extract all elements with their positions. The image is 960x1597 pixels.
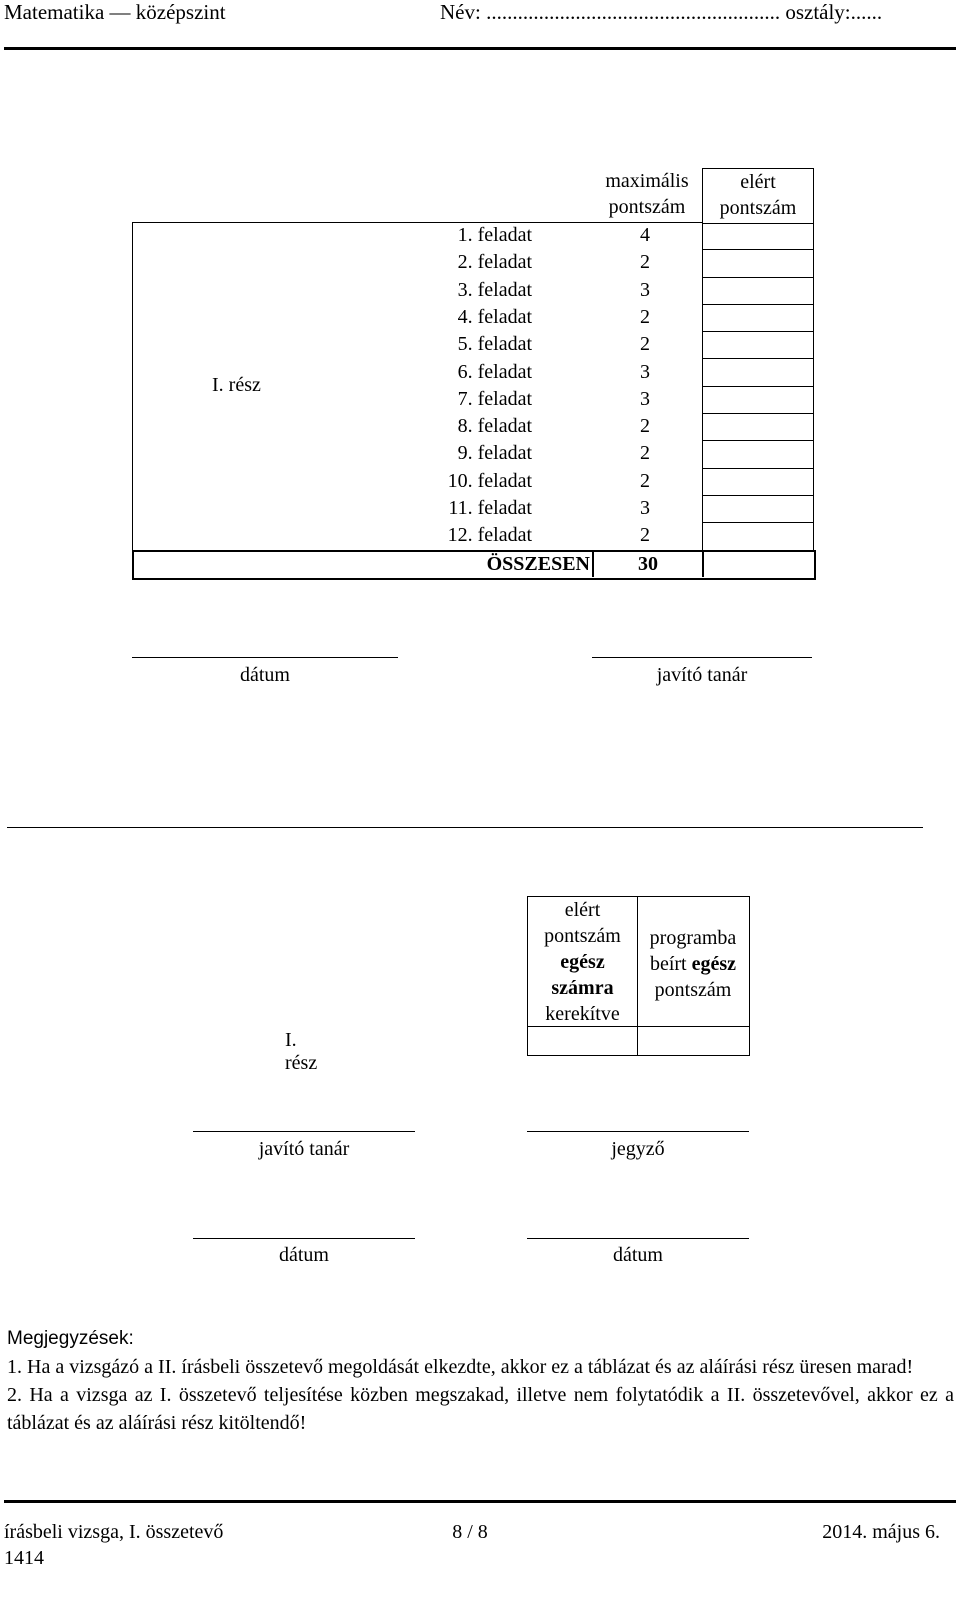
header-subject: Matematika — középszint bbox=[4, 0, 226, 24]
date-line-2 bbox=[193, 1238, 415, 1239]
clerk-line bbox=[527, 1131, 749, 1132]
task-max-score: 2 bbox=[640, 251, 650, 274]
teacher-line-1 bbox=[592, 657, 812, 658]
date-line-1 bbox=[132, 657, 398, 658]
task-max-score: 2 bbox=[640, 333, 650, 356]
task-max-score: 2 bbox=[640, 305, 650, 328]
task-label: 10. feladat bbox=[447, 469, 532, 492]
task-max-score: 4 bbox=[640, 224, 650, 246]
teacher-line-2 bbox=[193, 1131, 415, 1132]
page-number: 8 / 8 bbox=[452, 1521, 488, 1543]
footer-rule bbox=[4, 1500, 956, 1503]
total-label: ÖSSZESEN bbox=[486, 552, 590, 575]
task-max-score: 3 bbox=[640, 278, 650, 301]
clerk-label: jegyző bbox=[611, 1138, 665, 1160]
date-label-2: dátum bbox=[279, 1244, 329, 1266]
score-table-1 bbox=[132, 168, 814, 580]
date-label-1: dátum bbox=[240, 664, 290, 686]
task-got-score-cell[interactable] bbox=[702, 249, 814, 277]
task-got-score-cell[interactable] bbox=[702, 222, 814, 250]
task-label: 8. feladat bbox=[457, 415, 532, 438]
task-got-score-cell[interactable] bbox=[702, 331, 814, 359]
task-max-score: 3 bbox=[640, 360, 650, 383]
rounded-score-text-c: kerekítve bbox=[545, 1003, 620, 1025]
total-got-score-cell[interactable] bbox=[702, 551, 812, 577]
date-label-3: dátum bbox=[613, 1244, 663, 1266]
rounded-score-text-a: elért pontszám bbox=[544, 899, 621, 947]
task-got-score-cell[interactable] bbox=[702, 522, 814, 550]
task-got-score-cell[interactable] bbox=[702, 359, 814, 387]
task-label: 5. feladat bbox=[457, 333, 532, 356]
section2-label: I. rész bbox=[285, 1029, 318, 1074]
col-max-header: maximális pontszám bbox=[605, 170, 689, 218]
section-separator bbox=[7, 827, 923, 828]
task-label: 7. feladat bbox=[457, 387, 532, 410]
teacher-label-1: javító tanár bbox=[656, 664, 748, 686]
task-label: 12. feladat bbox=[447, 524, 532, 547]
task-got-score-cell[interactable] bbox=[702, 386, 814, 414]
note-2: 2. Ha a vizsga az I. összetevő teljesítése közben megszakad, illetve nem folytatódik a II. összetevővel, akkor ez a táblázat és az aláírási rész kitöltendő! bbox=[7, 1384, 954, 1434]
task-max-score: 2 bbox=[640, 524, 650, 547]
header-name-class: Név: ........................................................ osztály:...... bbox=[440, 0, 883, 24]
task-label: 6. feladat bbox=[457, 360, 532, 383]
task-label: 2. feladat bbox=[457, 251, 532, 274]
rounded-score-cell bbox=[527, 896, 638, 1056]
total-max-score: 30 bbox=[592, 551, 702, 577]
task-max-score: 2 bbox=[640, 415, 650, 438]
task-got-score-cell[interactable] bbox=[702, 440, 814, 468]
teacher-label-2: javító tanár bbox=[258, 1138, 350, 1160]
task-label: 4. feladat bbox=[457, 305, 532, 328]
task-got-score-cell[interactable] bbox=[702, 495, 814, 523]
task-max-score: 2 bbox=[640, 469, 650, 492]
date-line-3 bbox=[527, 1238, 749, 1239]
task-got-score-cell[interactable] bbox=[702, 277, 814, 305]
task-label: 1. feladat bbox=[457, 224, 532, 246]
header-rule bbox=[4, 47, 956, 50]
task-max-score: 3 bbox=[640, 497, 650, 519]
task-max-score: 2 bbox=[640, 442, 650, 465]
note-1: 1. Ha a vizsgázó a II. írásbeli összetevő megoldását elkezdte, akkor ez a táblázat és az aláírási rész üresen marad! bbox=[7, 1356, 914, 1378]
task-label: 3. feladat bbox=[457, 278, 532, 301]
table2-inner-rule bbox=[527, 1026, 749, 1027]
section-label: I. rész bbox=[212, 374, 261, 396]
col-got-header: elért pontszám bbox=[702, 168, 814, 224]
footer-code: 1414 bbox=[4, 1547, 44, 1569]
task-got-score-cell[interactable] bbox=[702, 468, 814, 496]
task-label: 11. feladat bbox=[448, 497, 532, 519]
task-got-score-cell[interactable] bbox=[702, 413, 814, 441]
notes-title: Megjegyzések: bbox=[7, 1328, 134, 1349]
task-label: 9. feladat bbox=[457, 442, 532, 465]
program-score-text-a: programba beírt bbox=[649, 927, 737, 975]
program-score-text-c: pontszám bbox=[654, 979, 732, 1001]
program-score-text-b: egész bbox=[691, 953, 737, 975]
footer-date: 2014. május 6. bbox=[822, 1521, 940, 1543]
notes-section bbox=[7, 1325, 954, 1437]
task-got-score-cell[interactable] bbox=[702, 304, 814, 332]
footer-exam: írásbeli vizsga, I. összetevő bbox=[4, 1521, 224, 1543]
task-max-score: 3 bbox=[640, 387, 650, 410]
program-score-cell bbox=[637, 896, 750, 1056]
rounded-score-text-b: egész számra bbox=[551, 951, 614, 999]
